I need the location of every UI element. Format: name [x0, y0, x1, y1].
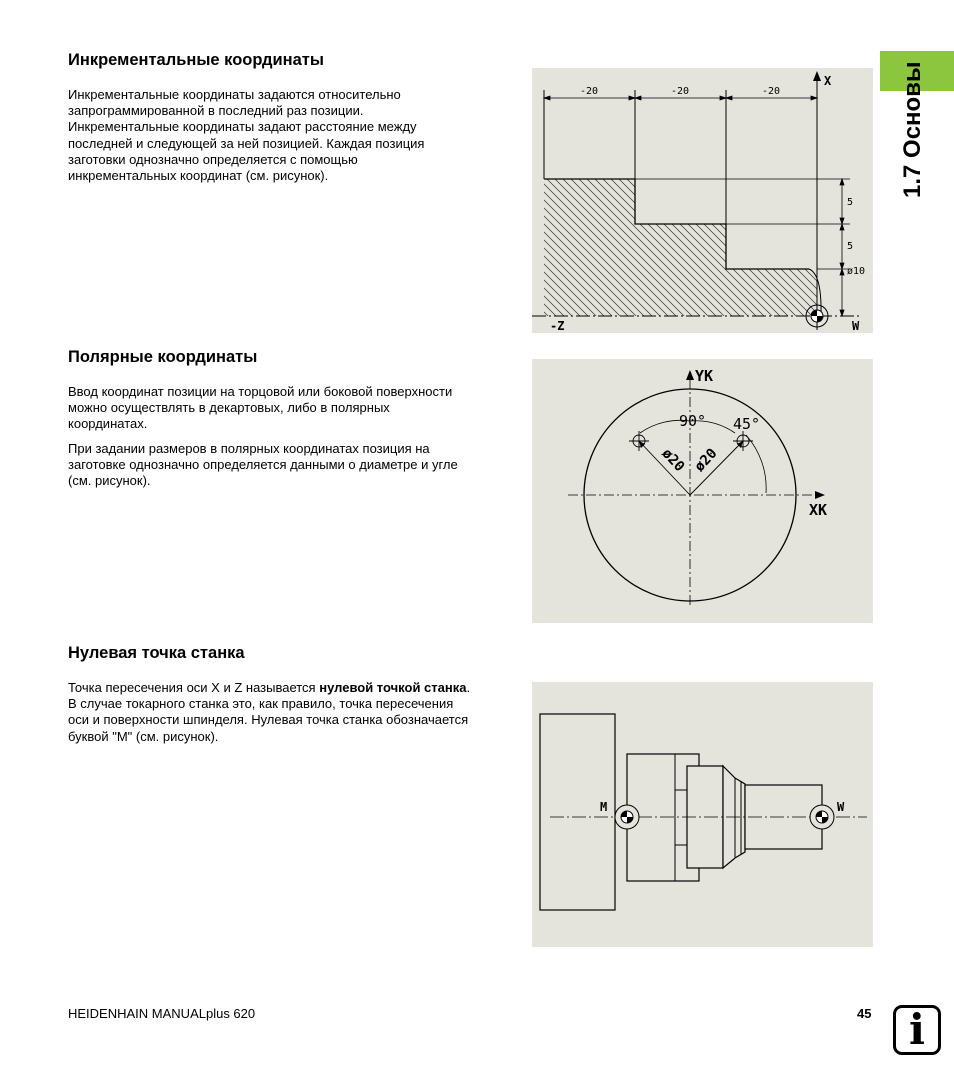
angle-90-label: 90°: [679, 412, 707, 430]
paragraph-polar-2: При задании размеров в полярных координатах позиция на заготовке однозначно определяется данными о диаметре и угле (см. рисунок).: [68, 441, 458, 489]
axis-xk-label: XK: [809, 501, 828, 519]
figure-machine-zero: [532, 682, 873, 947]
info-icon: [893, 1005, 941, 1055]
figure-polar-coordinates: [532, 359, 873, 623]
axis-yk-label: YK: [695, 367, 714, 385]
section-title-polar: Полярные координаты: [68, 348, 258, 366]
machine-zero-symbol: [615, 805, 639, 829]
origin-w-label: W: [852, 319, 860, 333]
paragraph-polar-1: Ввод координат позиции на торцовой или боковой поверхности можно осуществлять в декартовых, либо в полярных координатах.: [68, 384, 453, 432]
angle-45-label: 45°: [733, 415, 761, 433]
dim-x-2: 5: [847, 241, 854, 252]
diameter-2-label: ø20: [691, 445, 721, 475]
dim-x-1: 5: [847, 197, 854, 208]
figure-incremental-coordinates: [532, 68, 873, 333]
info-icon-glyph: i: [909, 1005, 925, 1054]
dim-x-3: ø10: [847, 266, 866, 277]
footer-manual-title: HEIDENHAIN MANUALplus 620: [68, 1006, 256, 1021]
section-title-incremental: Инкрементальные координаты: [68, 51, 324, 69]
section-title-machine-zero: Нулевая точка станка: [68, 644, 245, 662]
axis-z-label: -Z: [550, 319, 565, 333]
dim-z-3: -20: [761, 86, 781, 97]
workpiece-zero-symbol: [810, 805, 834, 829]
axis-x-label: X: [824, 74, 832, 88]
chapter-label: 1.7 Основы: [899, 61, 926, 198]
diameter-1-label: ø20: [658, 445, 688, 475]
dim-z-1: -20: [579, 86, 599, 97]
dim-z-2: -20: [670, 86, 690, 97]
paragraph-incremental: Инкрементальные координаты задаются относительно запрограммированной в последний раз позиции. Инкрементальные координаты задают расстояние между последней и следующей за ней позицией. Каждая позиция заготовки однозначно определяется с помощью инкрементальных координат (см. рисунок).: [68, 87, 425, 184]
page-number: 45: [857, 1006, 872, 1021]
workpiece-zero-label: W: [837, 800, 845, 814]
paragraph-machine-zero: Точка пересечения оси X и Z называется нулевой точкой станка. В случае токарного станка это, как правило, точка пересечения оси и поверхности шпинделя. Нулевая точка станка обозначается буквой "M" (см. рисунок).: [68, 680, 471, 744]
machine-zero-label: M: [600, 800, 608, 814]
workpiece-hatched: [544, 179, 817, 316]
